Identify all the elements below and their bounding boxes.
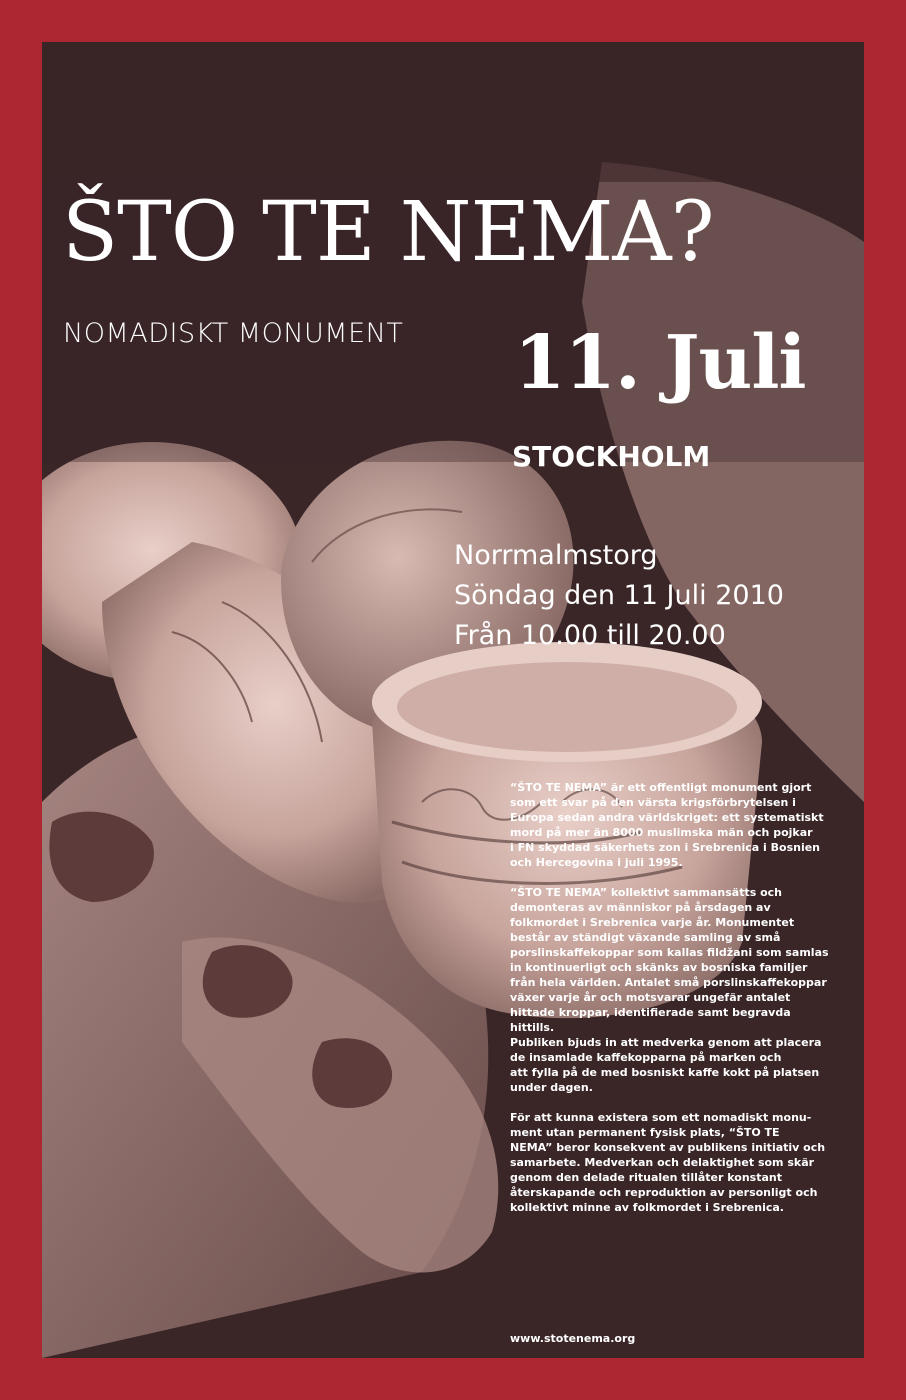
description-paragraph: “ŠTO TE NEMA” är ett offentligt monument gjort som ett svar på den värsta krigsförbrytelsen i Europa sedan andra världskriget: ett systematiskt mord på mer än 8000 muslimska män och pojkar i FN skyddad säkerhets zon i Srebrenica i Bosnien och Hercegovina i juli 1995. (510, 781, 824, 869)
poster-panel (42, 42, 864, 1358)
description-text (510, 780, 840, 1230)
description-paragraph: “ŠTO TE NEMA” kollektivt sammansätts och demonteras av människor på årsdagen av folkmordet i Srebrenica varje år. Monumentet består av ständigt växande samling av små porslinskaffekoppar som kallas fildžani som samlas in kontinuerligt och skänks av bosniska familjer från hela världen. Antalet små porslinskaffekoppar växer varje år och motsvarar ungefär antalet hittade kroppar, identifierade samt begravda hittills. Publiken bjuds in att medverka genom att placera de insamlade kaffekopparna på marken och att fylla på de med bosniskt kaffe kokt på platsen under dagen. (510, 886, 829, 1094)
event-full-date: Söndag den 11 Juli 2010 (454, 580, 784, 611)
event-date-headline: 11. Juli (514, 320, 806, 406)
website-link[interactable]: www.stotenema.org (510, 1332, 636, 1345)
event-details (454, 536, 784, 656)
event-city: STOCKHOLM (512, 440, 711, 473)
event-location: Norrmalmstorg (454, 540, 658, 571)
poster-subtitle: NOMADISKT MONUMENT (63, 318, 404, 349)
poster-title: ŠTO TE NEMA? (62, 185, 714, 280)
event-time: Från 10.00 till 20.00 (454, 620, 726, 651)
description-paragraph: För att kunna existera som ett nomadiskt monu- ment utan permanent fysisk plats, “ŠTO TE NEMA” beror konsekvent av publikens initiativ och samarbete. Medverkan och delaktighet som skär genom den delade ritualen tillåter konstant återskapande och reproduktion av personligt och kollektivt minne av folkmordet i Srebrenica. (510, 1111, 826, 1214)
